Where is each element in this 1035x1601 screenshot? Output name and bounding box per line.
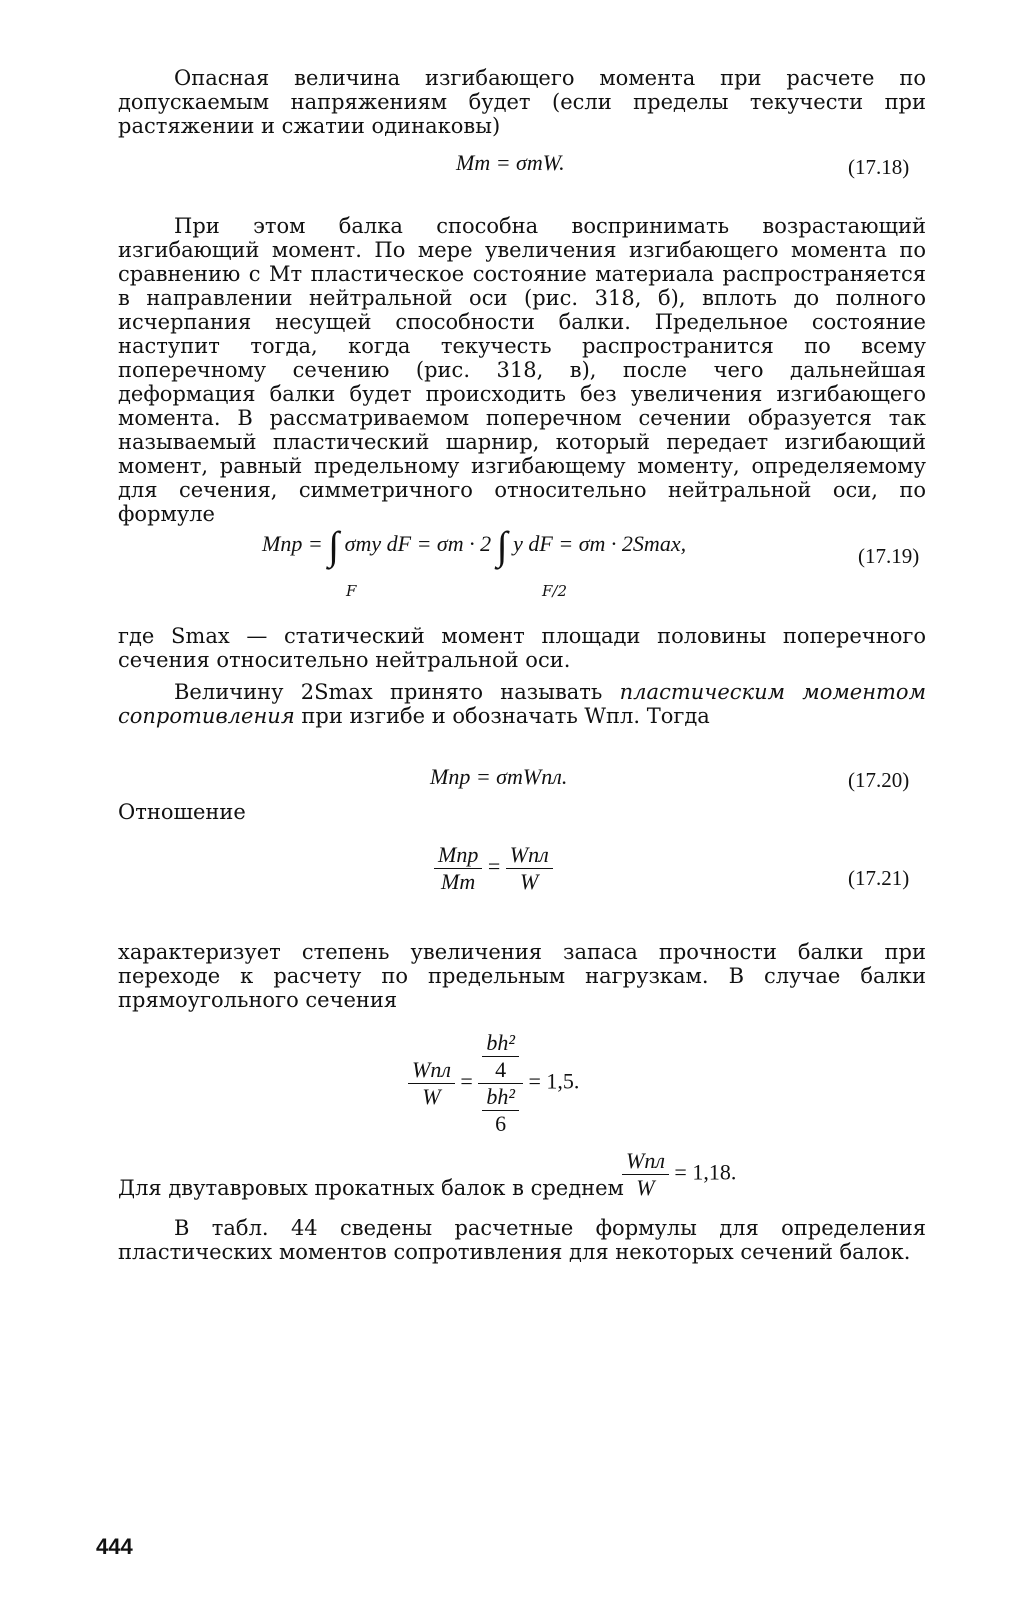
equation-number: (17.18) — [848, 155, 910, 179]
fraction — [482, 1084, 519, 1137]
fraction-denominator: W — [422, 1084, 441, 1109]
equation-result: = 1,5. — [528, 1068, 580, 1094]
equation-ibeam — [622, 1148, 736, 1201]
equation-17-20 — [430, 764, 567, 790]
equation-17-18 — [456, 150, 565, 176]
equation-number: (17.21) — [848, 866, 910, 890]
equals-sign: = — [487, 853, 501, 879]
equals-sign: = — [460, 1068, 473, 1094]
fraction-numerator: bh² — [486, 1030, 515, 1055]
equation-17-19-lhs: Mпр = — [262, 531, 323, 557]
fraction-numerator: Wпл — [626, 1148, 665, 1173]
fraction — [482, 1030, 519, 1083]
integral-limit-f-half: F/2 — [542, 582, 568, 600]
paragraph-plastic-hinge: При этом балка способна воспринимать возрастающий изгибающий момент. По мере увеличения изгибающего момента по сравнению с Mт пластическое состояние материала распространяется в направлении нейтральной оси (рис. 318, б), вплоть до полного исчерпания несущей способности балки. Предельное состояние наступит тогда, когда текучесть распространится по всему поперечному сечению (рис. 318, в), после чего дальнейшая деформация балки будет происходить без увеличения изгибающего момента. В рассматриваемом поперечном сечении образуется так называемый пластический шарнир, который передает изгибающий момент, равный предельному изгибающему моменту, определяемому для сечения, симметричного относительно нейтральной оси, по формуле — [118, 214, 926, 526]
equation-17-20-text: Mпр = σтWпл. — [430, 764, 568, 789]
fraction — [622, 1148, 669, 1201]
fraction-numerator: bh² — [486, 1084, 515, 1109]
term-plastic-modulus: пластическим моментом сопротивления — [118, 680, 926, 728]
paragraph-ibeam: Для двутавровых прокатных балок в среднем — [118, 1176, 624, 1200]
fraction — [434, 842, 482, 895]
paragraph-rectangular: характеризует степень увеличения запаса прочности балки при переходе к расчету по предельным нагрузкам. В случае балки прямоугольного сечения — [118, 940, 926, 1012]
equation-17-19-part1: σтy dF = σт · 2 — [344, 531, 492, 557]
paragraph-table-reference: В табл. 44 сведены расчетные формулы для определения пластических моментов сопротивления для некоторых сечений балок. — [118, 1216, 926, 1264]
fraction-denominator: 6 — [495, 1111, 507, 1136]
fraction-denominator: Mт — [441, 869, 476, 894]
equation-17-21 — [434, 842, 553, 895]
integral-limit-f: F — [346, 582, 357, 600]
fraction-denominator: 4 — [495, 1057, 507, 1082]
fraction-denominator: W — [520, 869, 539, 894]
page-number: 444 — [96, 1534, 133, 1559]
integral-sign: ∫ — [496, 523, 508, 568]
paragraph-plastic-modulus — [118, 680, 926, 728]
equation-number: (17.20) — [848, 768, 910, 792]
compound-fraction — [478, 1030, 523, 1137]
equation-result: = 1,18. — [674, 1159, 737, 1185]
equation-17-19 — [262, 523, 687, 590]
integral-sign: ∫ — [328, 523, 340, 568]
fraction — [506, 842, 553, 895]
fraction — [408, 1057, 455, 1110]
equation-rectangular — [408, 1030, 579, 1137]
equation-17-19-part2: y dF = σт · 2Smax, — [513, 531, 687, 557]
text-run: при изгибе и обозначать Wпл. Тогда — [294, 704, 710, 728]
paragraph-smax-definition: где Smax — статический момент площади половины поперечного сечения относительно нейтральной оси. — [118, 624, 926, 672]
fraction-numerator: Wпл — [412, 1057, 451, 1082]
equation-number: (17.19) — [858, 544, 920, 568]
text-run: Величину 2Smax принято называть — [174, 680, 620, 704]
fraction-numerator: Wпл — [509, 842, 549, 867]
fraction-numerator: Mпр — [438, 842, 479, 867]
fraction-denominator: W — [636, 1175, 655, 1200]
paragraph-ratio-label: Отношение — [118, 800, 246, 824]
paragraph-intro: Опасная величина изгибающего момента при расчете по допускаемым напряжениям будет (если пределы текучести при растяжении и сжатии одинаковы) — [118, 66, 926, 138]
equation-17-18-text: Mт = σтW. — [456, 150, 565, 175]
